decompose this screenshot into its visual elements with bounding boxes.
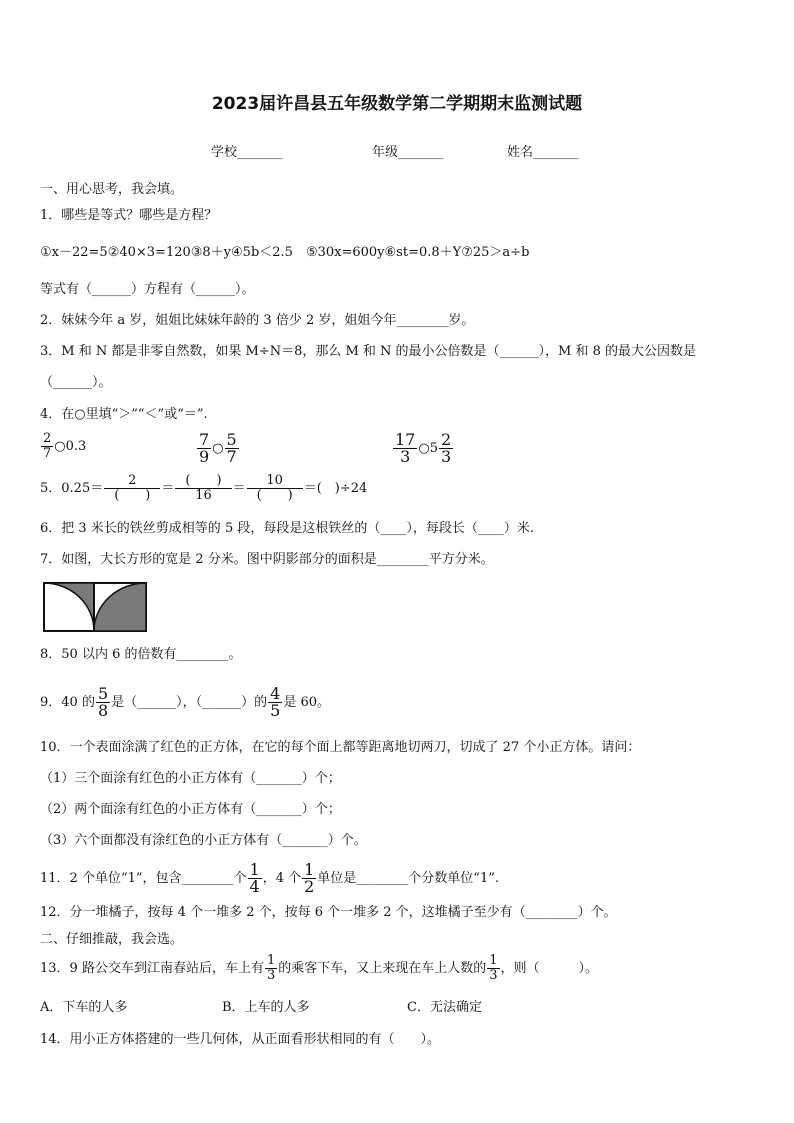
- q8-text: 8．50 以内 6 的倍数有________。: [40, 647, 242, 662]
- fraction: $\frac{1}{3}$: [489, 953, 498, 983]
- q3-line2: （______）。: [40, 375, 112, 390]
- q4-item-b: $\frac{7}{9}$ ○ $\frac{5}{7}$: [199, 430, 237, 466]
- school-field: 学校_______: [211, 145, 283, 160]
- fraction: $\frac{1}{2}$: [304, 860, 315, 896]
- q13-text: 13．9 路公交车到江南春站后，车上有 $\frac{1}{3}$ 的乘客下车，又上来现在车上人数的 $\frac{1}{3}$ ，则（ ）。: [40, 953, 599, 983]
- fraction: $\frac{5}{7}$: [226, 430, 237, 466]
- q1-text: 1．哪些是等式？哪些是方程？: [40, 208, 218, 223]
- fraction: $\frac{5}{8}$: [97, 684, 109, 720]
- q10-sub1: （1）三个面涂有红色的小正方体有（_______）个；: [40, 771, 341, 786]
- q4-text: 4．在○里填“＞”“＜”或“＝”.: [40, 407, 208, 422]
- q7-rectangle-figure: [43, 582, 147, 632]
- section-2-heading: 二、仔细推敲，我会选。: [40, 932, 184, 947]
- q10-text: 10．一个表面涂满了红色的正方体，在它的每个面上都等距离地切两刀，切成了 27 个小正方体。请问：: [40, 740, 641, 755]
- q10-sub3: （3）六个面都没有涂红色的小正方体有（_______）个。: [40, 833, 367, 848]
- fraction: $\frac{17}{3}$: [395, 430, 416, 466]
- q4-item-c: $\frac{17}{3}$ ○5 $\frac{2}{3}$: [395, 430, 452, 466]
- q6-text: 6．把 3 米长的铁丝剪成相等的 5 段，每段是这根铁丝的（____），每段长（____）米.: [40, 521, 534, 536]
- q14-text: 14．用小正方体搭建的一些几何体，从正面看形状相同的有（ ）。: [40, 1032, 441, 1047]
- fraction: $\frac{4}{5}$: [270, 684, 281, 720]
- fraction: $\frac{7}{9}$: [199, 430, 210, 466]
- fraction: $\frac{1}{4}$: [249, 860, 260, 896]
- q11-text: 11．2 个单位“1”，包含________个 $\frac{1}{4}$ ，4 个 $\frac{1}{2}$ 单位是________个分数单位“1”.: [40, 860, 499, 896]
- q1-answer: 等式有（______）方程有（______）。: [40, 282, 255, 297]
- q4-item-a: $\frac{2}{7}$ ○0.3: [43, 431, 87, 461]
- fraction: $\frac{1}{3}$: [266, 953, 276, 983]
- fraction: $\frac{2}{7}$: [43, 431, 52, 461]
- section-1-heading: 一、用心思考，我会填。: [40, 182, 184, 197]
- name-field: 姓名_______: [507, 145, 579, 160]
- q10-sub2: （2）两个面涂有红色的小正方体有（_______）个；: [40, 802, 341, 817]
- grade-field: 年级_______: [372, 145, 444, 160]
- q3-line1: 3．M 和 N 都是非零自然数，如果 M÷N＝8，那么 M 和 N 的最小公倍数是（______），M 和 8 的最大公因数是: [40, 344, 697, 359]
- q12-text: 12．分一堆橘子，按每 4 个一堆多 2 个，按每 6 个一堆多 2 个，这堆橘子至少有（________）个。: [40, 905, 617, 920]
- q13-option-a: A．下车的人多: [40, 1000, 128, 1015]
- q5-text: 5．0.25＝ $\frac{2}{( )}$ ＝ $\frac{( )}{16}$ ＝ $\frac{10}{( )}$ ＝( )÷24: [40, 473, 368, 503]
- q13-option-b: B．上车的人多: [222, 1000, 310, 1015]
- q9-text: 9．40 的 $\frac{5}{8}$ 是（______），（______）的 $\frac{4}{5}$ 是 60。: [40, 684, 331, 720]
- q2-text: 2．妹妹今年 a 岁，姐姐比妹妹年龄的 3 倍少 2 岁，姐姐今年________岁。: [40, 313, 475, 328]
- q1-items: ①x－22=5②40×3=120③8＋y④5b＜2.5 ⑤30x=600y⑥st=0.8＋Y⑦25＞a÷b: [40, 245, 530, 260]
- fraction: $\frac{10}{( )}$: [247, 474, 303, 503]
- fraction: $\frac{( )}{16}$: [175, 474, 231, 503]
- q13-option-c: C．无法确定: [407, 1000, 482, 1015]
- page-title: 2023届许昌县五年级数学第二学期期末监测试题: [211, 94, 583, 114]
- fraction: $\frac{2}{3}$: [440, 430, 452, 466]
- q7-text: 7．如图，大长方形的宽是 2 分米。图中阴影部分的面积是________平方分米。: [40, 552, 494, 567]
- fraction: $\frac{2}{( )}$: [104, 474, 160, 503]
